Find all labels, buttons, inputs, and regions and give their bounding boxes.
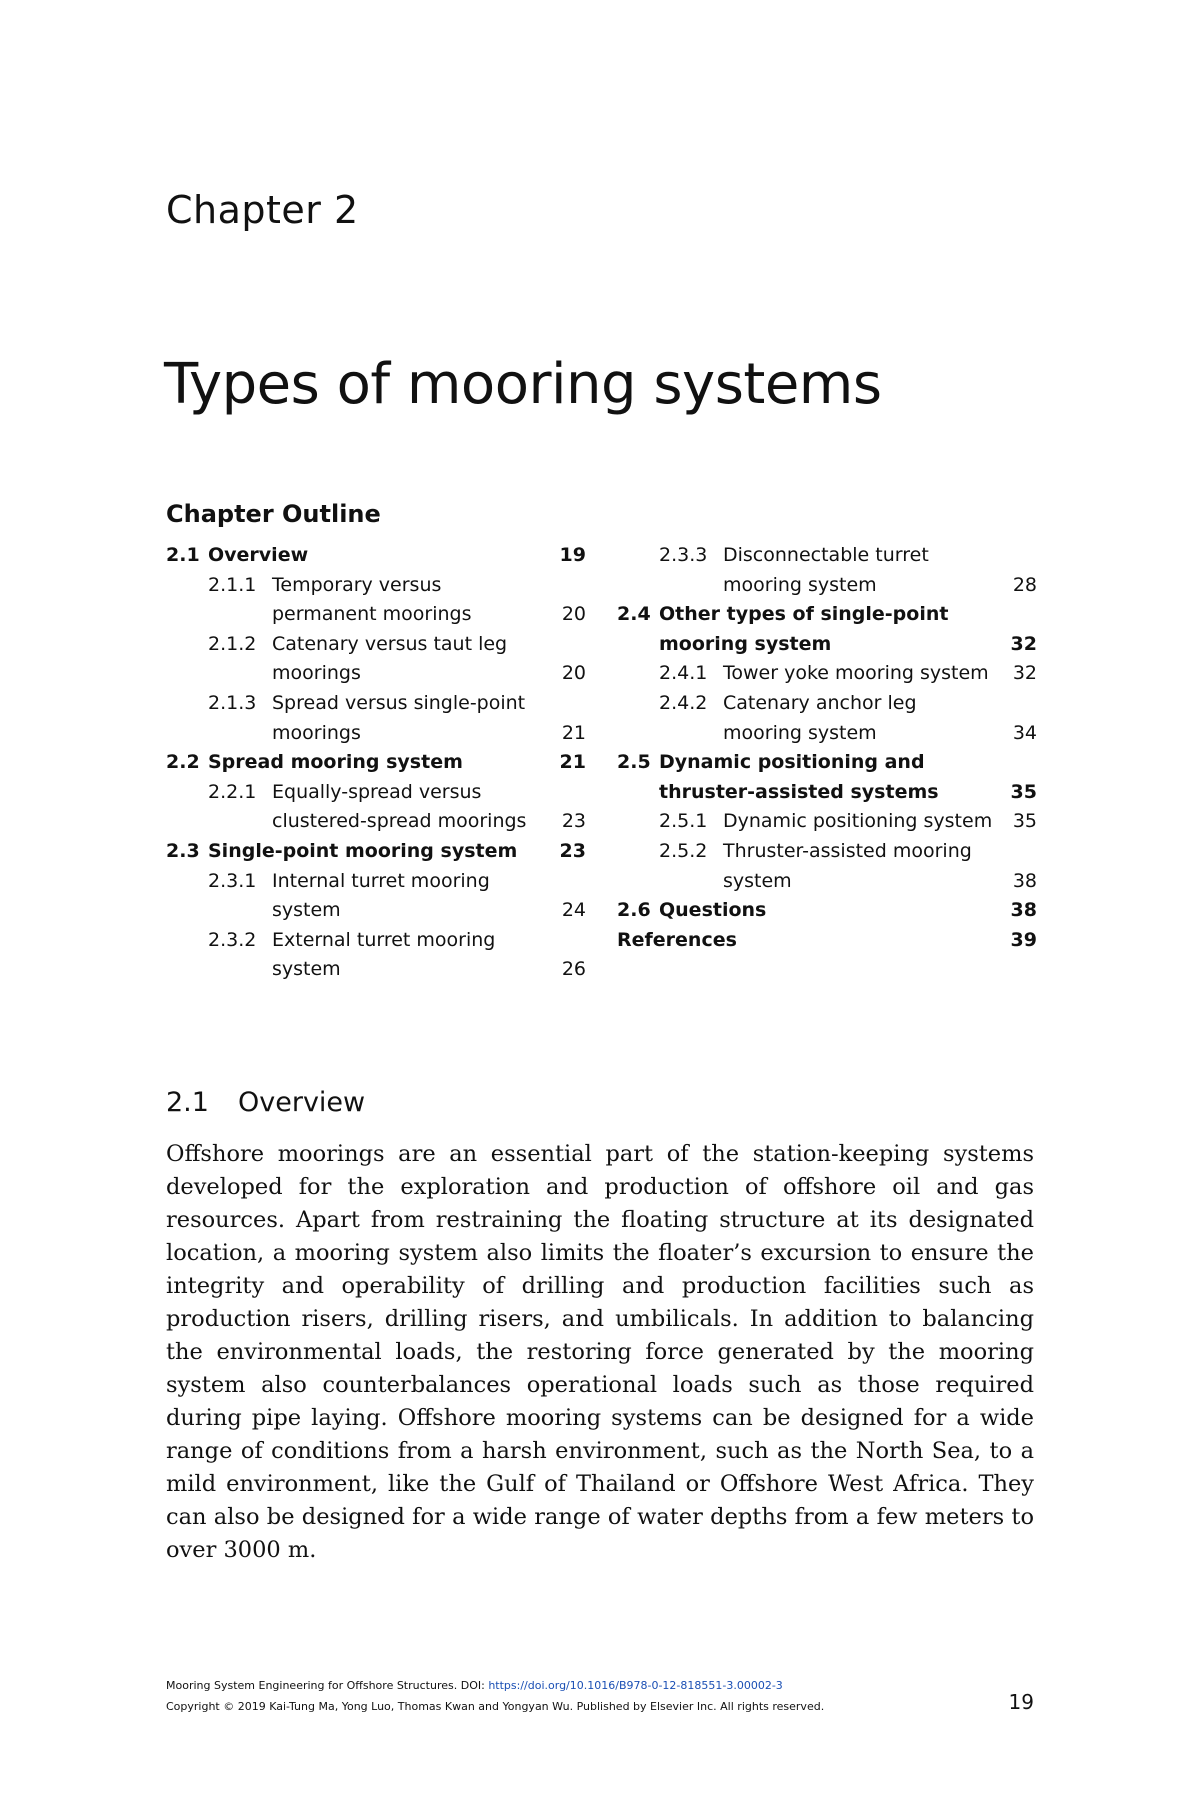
toc-entry-title: Catenary anchor leg mooring system — [723, 691, 917, 744]
footer-copyright: Copyright © 2019 Kai-Tung Ma, Yong Luo, Thomas Kwan and Yongyan Wu. Published by Elsevier Inc. All rights reserved. — [166, 1700, 825, 1713]
toc-entry-page: 32 — [1010, 632, 1037, 655]
toc-entry-number: 2.2 — [166, 751, 200, 774]
toc-entry-number: 2.4 — [617, 603, 651, 626]
toc-entry-number: 2.3 — [166, 839, 200, 862]
toc-entry[interactable] — [166, 778, 586, 837]
toc-entry-title: Tower yoke mooring system — [723, 662, 989, 685]
toc-entry-title: Equally-spread versus clustered-spread moorings — [272, 780, 527, 833]
toc-left-column — [166, 541, 586, 985]
toc-entry-title: External turret mooring system — [272, 928, 496, 981]
toc-entry-title: Spread mooring system — [208, 751, 463, 774]
toc-entry[interactable] — [166, 837, 586, 867]
toc-entry-page: 35 — [1010, 780, 1037, 803]
toc-entry-page: 23 — [561, 810, 586, 833]
page-number: 19 — [1008, 1690, 1034, 1714]
toc-entry-page: 20 — [561, 603, 586, 626]
toc-entry-number: 2.6 — [617, 899, 651, 922]
toc-entry-page: 21 — [561, 721, 586, 744]
toc-entry-title: Disconnectable turret mooring system — [723, 544, 929, 596]
chapter-label: Chapter 2 — [166, 188, 359, 232]
toc-entry-title: Temporary versus permanent moorings — [272, 573, 472, 626]
toc-entry-number: 2.5 — [617, 751, 651, 774]
toc-entry-page: 32 — [1012, 662, 1037, 685]
toc-entry-number: 2.1.3 — [208, 691, 257, 714]
toc-entry-number: 2.5.2 — [659, 839, 708, 862]
body-paragraph: Offshore moorings are an essential part of the station-keeping systems developed for the exploration and production of offshore oil and gas resources. Apart from restraining the floating structure at its designated location, a mooring system also limits the floater’s excursion to ensure the integrity and operability of drilling and production facilities such as production risers, drilling risers, and umbilicals. In addition to balancing the environmental loads, the restoring force generated by the mooring system also counterbalances operational loads such as those required during pipe laying. Offshore mooring systems can be designed for a wide range of conditions from a harsh environment, such as the North Sea, to a mild environment, like the Gulf of Thailand or Offshore West Africa. They can also be designed for a wide range of water depths from a few meters to over 3000 m. — [166, 1141, 1034, 1563]
toc-entry[interactable] — [166, 541, 586, 571]
toc-entry[interactable] — [617, 896, 1037, 926]
toc-entry-title: Other types of single-point mooring system — [659, 603, 949, 655]
toc-entry-title: Single-point mooring system — [208, 839, 518, 862]
toc-entry-title: Thruster-assisted mooring system — [723, 839, 972, 892]
toc-entry-title: Internal turret mooring system — [272, 869, 490, 922]
toc-entry-title: Spread versus single-point moorings — [272, 691, 526, 744]
toc-entry[interactable] — [617, 748, 1037, 807]
toc-right-column — [617, 541, 1037, 955]
toc-entry[interactable] — [617, 689, 1037, 748]
toc-entry-page: 35 — [1012, 810, 1037, 833]
toc-entry-page: 21 — [559, 751, 586, 774]
toc-entry-number: 2.1.1 — [208, 573, 257, 596]
toc-entry-page: 38 — [1012, 869, 1037, 892]
toc-entry[interactable] — [166, 689, 586, 748]
toc-entry[interactable] — [166, 926, 586, 985]
toc-entry-number: 2.3.1 — [208, 869, 257, 892]
outline-heading: Chapter Outline — [166, 500, 381, 528]
toc-entry-number: 2.3.2 — [208, 928, 257, 951]
toc-entry-page: 38 — [1010, 899, 1037, 922]
toc-entry-title: Questions — [659, 899, 767, 922]
toc-entry[interactable] — [617, 837, 1037, 896]
page-footer — [166, 1675, 1034, 1717]
footer-citation — [166, 1675, 1034, 1696]
toc-entry-page: 24 — [561, 899, 586, 922]
toc-entry-page: 20 — [561, 662, 586, 685]
toc-entry-page: 26 — [561, 958, 586, 981]
doi-link[interactable]: https://doi.org/10.1016/B978-0-12-818551-3.00002-3 — [488, 1679, 783, 1692]
toc-entry-number: 2.3.3 — [659, 544, 708, 566]
toc-entry-number: 2.4.2 — [659, 691, 708, 714]
toc-entry-title: Dynamic positioning and thruster-assisted systems — [659, 751, 939, 803]
toc-entry-number: 2.1.2 — [208, 632, 257, 655]
toc-entry[interactable] — [166, 748, 586, 778]
toc-entry-number: 2.4.1 — [659, 662, 708, 685]
toc-entry-title: Dynamic positioning system — [723, 810, 993, 833]
toc-entry[interactable] — [166, 630, 586, 689]
toc-entry-page: 23 — [559, 839, 586, 862]
toc-entry-page: 34 — [1012, 721, 1037, 744]
toc-entry-title: Catenary versus taut leg moorings — [272, 632, 508, 685]
toc-entry[interactable] — [617, 541, 1037, 600]
toc-entry[interactable] — [166, 867, 586, 926]
toc-entry-title: References — [617, 928, 737, 951]
section-heading — [166, 1087, 365, 1118]
toc-entry-number: 2.5.1 — [659, 810, 708, 833]
toc-entry[interactable] — [617, 600, 1037, 659]
toc-entry[interactable] — [617, 807, 1037, 837]
toc-entry[interactable] — [617, 659, 1037, 689]
toc-entry-page: 39 — [1010, 928, 1037, 951]
chapter-title: Types of mooring systems — [164, 352, 882, 417]
footer-book-line: Mooring System Engineering for Offshore Structures. DOI: — [166, 1679, 489, 1692]
toc-entry[interactable] — [617, 926, 1037, 956]
toc-entry[interactable] — [166, 571, 586, 630]
section-title: Overview — [238, 1087, 366, 1118]
toc-entry-title: Overview — [208, 544, 309, 566]
toc-entry-number: 2.2.1 — [208, 780, 257, 803]
toc-entry-page: 19 — [559, 544, 586, 566]
toc-entry-page: 28 — [1012, 573, 1037, 596]
section-number: 2.1 — [166, 1087, 209, 1118]
toc-entry-number: 2.1 — [166, 544, 200, 566]
